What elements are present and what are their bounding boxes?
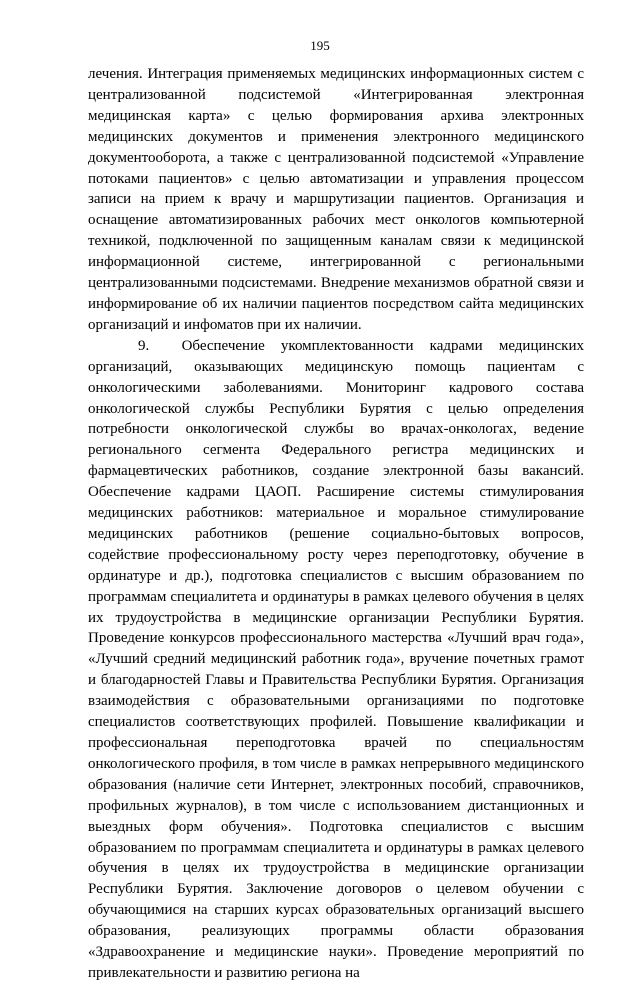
paragraph-item-9: 9. Обеспечение укомплектованности кадрами медицинских организаций, оказывающих медицинскую помощь пациентам с онкологическими заболеваниями. Мониторинг кадрового состава онкологической службы Республики Бурятия с целью определения потребности онкологической службы во врачах-онкологах, ведение регионального сегмента Федерального регистра медицинских и фармацевтических работников, создание электронной базы вакансий. Обеспечение кадрами ЦАОП. Расширение системы стимулирования медицинских работников: материальное и моральное стимулирование медицинских работников (решение социально-бытовых вопросов, содействие профессиональному росту через переподготовку, обучение в ординатуре и др.), подготовка специалистов с высшим образованием по программам специалитета и ординатуры в рамках целевого обучения в целях их трудоустройства в медицинские организации Республики Бурятия. Проведение конкурсов профессионального мастерства «Лучший врач года», «Лучший средний медицинский работник года», вручение почетных грамот и благодарностей Главы и Правительства Республики Бурятия. Организация взаимодействия с образовательными организациями по подготовке специалистов соответствующих профилей. Повышение квалификации и профессиональная переподготовка врачей по специальностям онкологического профиля, в том числе в рамках непрерывного медицинского образования (наличие сети Интернет, электронных пособий, справочников, профильных журналов), в том числе с использованием дистанционных и выездных форм обучения». Подготовка специалистов с высшим образованием по программам специалитета и ординатуры в рамках целевого обучения в целях их трудоустройства в медицинские организации Республики Бурятия. Заключение договоров о целевом обучении с обучающимися на старших курсах образовательных организаций высшего образования, реализующих программы области образования «Здравоохранение и медицинские науки». Проведение мероприятий по привлекательности и развитию региона на	[88, 337, 584, 981]
page-number: 195	[310, 38, 330, 53]
paragraph-continuation: лечения. Интеграция применяемых медицинских информационных систем с централизованной подсистемой «Интегрированная электронная медицинская карта» с целью формирования архива электронных медицинских документов и применения электронного медицинского документооборота, а также с централизованной подсистемой «Управление потоками пациентов» с целью автоматизации и управления процессом записи на прием к врачу и маршрутизации пациентов. Организация и оснащение автоматизированных рабочих мест онкологов компьютерной техникой, подключенной по защищенным каналам связи к медицинской информационной системе, интегрированной с региональными централизованными подсистемами. Внедрение механизмов обратной связи и информирование об их наличии пациентов посредством сайта медицинских организаций и инфоматов при их наличии.	[88, 66, 584, 333]
document-body	[88, 64, 584, 984]
